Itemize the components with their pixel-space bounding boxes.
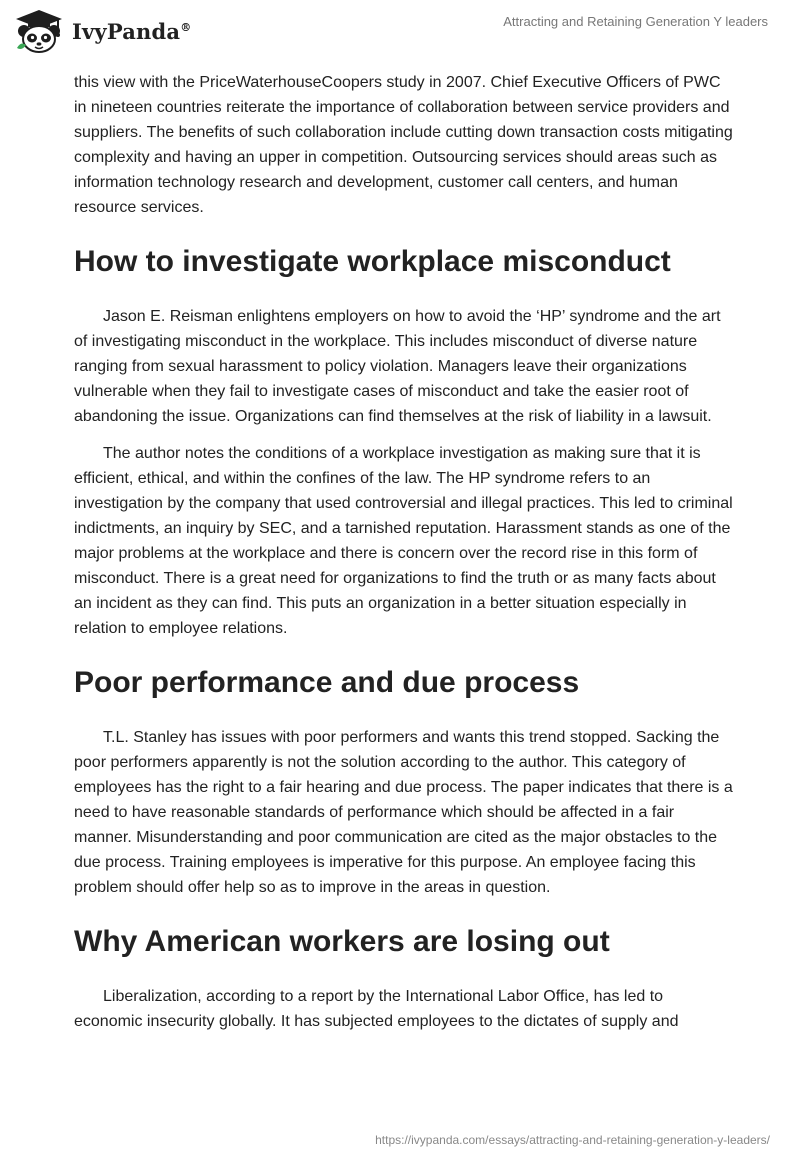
ivypanda-logo[interactable]	[14, 8, 191, 54]
registered-mark: ®	[180, 20, 192, 34]
paragraph: Liberalization, according to a report by the International Labor Office, has led to economic insecurity globally. It has subjected employees to the dictates of supply and	[74, 988, 679, 1030]
section-heading-american-workers: Why American workers are losing out	[74, 925, 610, 958]
paragraph: The author notes the conditions of a workplace investigation as making sure that it is efficient, ethical, and within the confines of the law. The HP syndrome refers to an investigation by the company that used controversial and illegal practices. This led to criminal indictments, an inquiry by SEC, and a tarnished reputation. Harassment stands as one of the major problems at the workplace and there is concern over the record rise in this form of misconduct. There is a great need for organizations to find the truth or as many facts about an incident as they can find. This puts an organization in a better situation especially in relation to employee relations.	[74, 445, 733, 637]
section-heading-workplace-misconduct: How to investigate workplace misconduct	[74, 245, 671, 278]
intro-paragraph: this view with the PriceWaterhouseCoopers study in 2007. Chief Executive Officers of PWC in nineteen countries reiterate the importance of collaboration between service providers and suppliers. The benefits of such collaboration include cutting down transaction costs mitigating complexity and having an upper in competition. Outsourcing services should areas such as information technology research and development, customer call centers, and human resource services.	[74, 74, 733, 216]
essay-body	[74, 70, 734, 1046]
paragraph: T.L. Stanley has issues with poor performers and wants this trend stopped. Sacking the poor performers apparently is not the solution according to the author. This category of employees has the right to a fair hearing and due process. The paper indicates that there is a need to have reasonable standards of performance which should be affected in a fair manner. Misunderstanding and poor communication are cited as the major obstacles to the due process. Training employees is imperative for this purpose. An employee facing this problem should offer help so as to improve in the areas in question.	[74, 729, 733, 896]
section-heading-poor-performance: Poor performance and due process	[74, 666, 580, 699]
panda-graduate-icon	[14, 8, 64, 54]
page-header	[0, 0, 800, 62]
paragraph: Jason E. Reisman enlightens employers on how to avoid the ‘HP’ syndrome and the art of investigating misconduct in the workplace. This includes misconduct of diverse nature ranging from sexual harassment to policy violation. Managers leave their organizations vulnerable when they fail to investigate cases of misconduct and take the easier root of abandoning the issue. Organizations can find themselves at the risk of liability in a lawsuit.	[74, 308, 721, 425]
document-title: Attracting and Retaining Generation Y leaders	[503, 14, 768, 29]
source-url-link[interactable]: https://ivypanda.com/essays/attracting-and-retaining-generation-y-leaders/	[375, 1133, 770, 1147]
brand-name: IvyPanda®	[72, 18, 192, 44]
